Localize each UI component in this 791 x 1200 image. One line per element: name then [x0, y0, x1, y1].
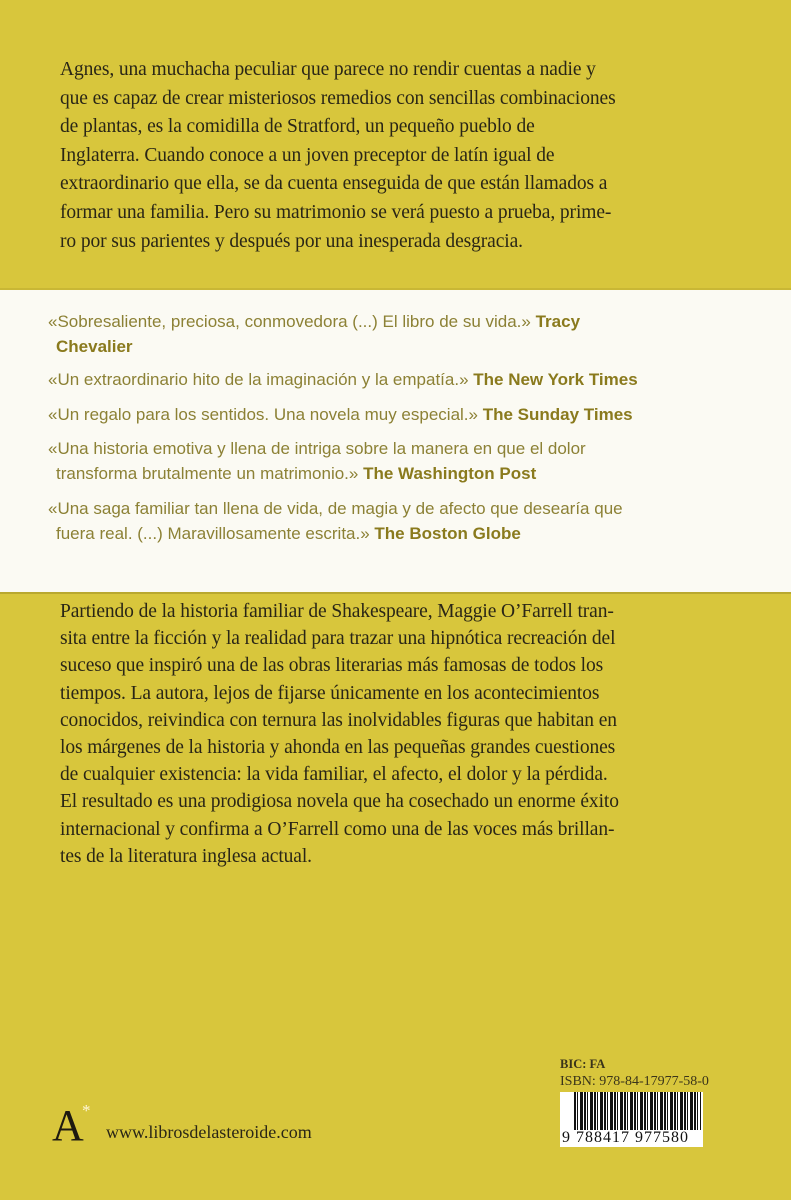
- asterisk-icon: *: [82, 1101, 91, 1120]
- review-quote: [48, 310, 580, 359]
- text-line: ro por sus parientes y después por una inesperada desgracia.: [60, 230, 523, 252]
- quote-text: «Una saga familiar tan llena de vida, de magia y de afecto que desearía que: [48, 499, 623, 518]
- reviews-band: [0, 288, 791, 594]
- quote-source: Tracy: [535, 312, 581, 331]
- text-line: sita entre la ficción y la realidad para trazar una hipnótica recreación del: [60, 628, 616, 650]
- text-line: los márgenes de la historia y ahonda en las pequeñas grandes cuestiones: [60, 737, 616, 759]
- barcode: [560, 1092, 703, 1147]
- quote-source: The Boston Globe: [374, 523, 521, 543]
- review-quote: [48, 497, 623, 546]
- quote-source: Chevalier: [56, 336, 133, 356]
- text-line: suceso que inspiró una de las obras literarias más famosas de todos los: [60, 655, 604, 677]
- text-line: tes de la literatura inglesa actual.: [60, 845, 312, 867]
- text-line: que es capaz de crear misteriosos remedios con sencillas combinaciones: [60, 87, 616, 109]
- quote-text: fuera real. (...) Maravillosamente escrita.»: [56, 523, 375, 543]
- review-quote: [48, 437, 586, 486]
- text-line: formar una familia. Pero su matrimonio se verá puesto a prueba, prime-: [60, 201, 612, 223]
- text-line: tiempos. La autora, lejos de fijarse únicamente en los acontecimientos: [60, 682, 600, 704]
- quote-text: «Una historia emotiva y llena de intriga sobre la manera en que el dolor: [48, 439, 586, 458]
- synopsis-summary: [60, 598, 619, 870]
- review-quote: [48, 403, 633, 428]
- text-line: de plantas, es la comidilla de Stratford, un pequeño pueblo de: [60, 116, 535, 138]
- text-line: Inglaterra. Cuando conoce a un joven preceptor de latín igual de: [60, 144, 555, 166]
- text-line: conocidos, reivindica con ternura las inolvidables figuras que habitan en: [60, 709, 617, 731]
- text-line: Agnes, una muchacha peculiar que parece no rendir cuentas a nadie y: [60, 59, 596, 80]
- barcode-number: 9 788417 977580: [562, 1129, 689, 1146]
- publisher-website: www.librosdelasteroide.com: [106, 1122, 312, 1142]
- quote-source: The Washington Post: [363, 463, 537, 483]
- review-quote: [48, 368, 638, 393]
- synopsis-intro: [60, 56, 616, 256]
- quote-text: «Un regalo para los sentidos. Una novela muy especial.»: [48, 405, 483, 424]
- book-codes: [560, 1055, 709, 1091]
- quote-text: «Sobresaliente, preciosa, conmovedora (...) El libro de su vida.»: [48, 312, 536, 331]
- text-line: extraordinario que ella, se da cuenta enseguida de que están llamados a: [60, 173, 608, 195]
- isbn-code: ISBN: 978-84-17977-58-0: [560, 1074, 709, 1089]
- publisher-logo: A: [52, 1101, 84, 1150]
- text-line: de cualquier existencia: la vida familiar, el afecto, el dolor y la pérdida.: [60, 764, 608, 786]
- text-line: El resultado es una prodigiosa novela que ha cosechado un enorme éxito: [60, 791, 619, 813]
- text-line: internacional y confirma a O’Farrell como una de las voces más brillan-: [60, 818, 615, 840]
- quote-text: transforma brutalmente un matrimonio.»: [56, 463, 364, 483]
- text-line: Partiendo de la historia familiar de Shakespeare, Maggie O’Farrell tran-: [60, 601, 614, 622]
- bic-code: BIC: FA: [560, 1057, 606, 1071]
- quote-source: The New York Times: [473, 370, 638, 389]
- barcode-bars: [574, 1092, 701, 1130]
- quote-source: The Sunday Times: [482, 405, 633, 424]
- quote-text: «Un extraordinario hito de la imaginación y la empatía.»: [48, 370, 474, 389]
